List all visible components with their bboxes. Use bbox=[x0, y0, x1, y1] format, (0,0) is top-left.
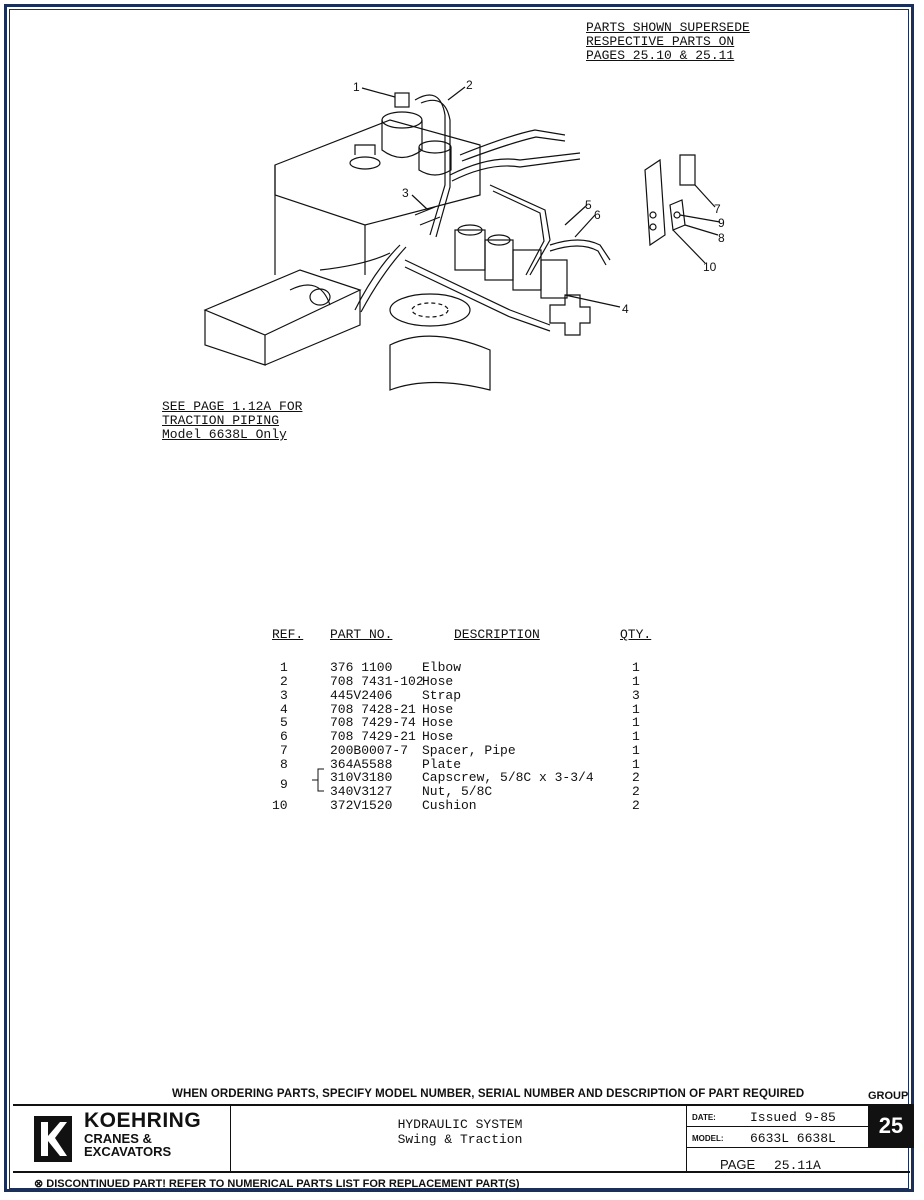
row-ref: 2 bbox=[280, 674, 288, 689]
row-qty: 2 bbox=[632, 770, 640, 785]
row-qty: 3 bbox=[632, 688, 640, 703]
callout-9: 9 bbox=[718, 216, 725, 230]
traction-note-line: TRACTION PIPING bbox=[162, 413, 280, 428]
discontinued-note-text: DISCONTINUED PART! REFER TO NUMERICAL PARTS LIST FOR REPLACEMENT PART(S) bbox=[46, 1178, 520, 1190]
hose-upper bbox=[462, 137, 565, 161]
header-description: DESCRIPTION bbox=[454, 627, 540, 642]
leader-3 bbox=[412, 195, 428, 210]
section-title-line: HYDRAULIC SYSTEM bbox=[397, 1117, 523, 1132]
traction-piping-note bbox=[162, 400, 302, 442]
valve-section bbox=[513, 250, 541, 290]
row-ref: 8 bbox=[280, 757, 288, 772]
row-description: Hose bbox=[422, 715, 454, 730]
row-part-no: 708 7429-74 bbox=[330, 715, 416, 730]
row-part-no: 364A5588 bbox=[330, 757, 393, 772]
row-description: Strap bbox=[422, 688, 462, 703]
header-ref: REF. bbox=[272, 627, 304, 642]
callout-5: 5 bbox=[585, 198, 592, 212]
row-description: Hose bbox=[422, 674, 454, 689]
title-block-divider bbox=[230, 1104, 231, 1171]
filter-cap bbox=[382, 112, 422, 128]
traction-note-line: SEE PAGE 1.12A FOR bbox=[162, 399, 303, 414]
callout-1: 1 bbox=[353, 80, 360, 94]
swing-center bbox=[412, 303, 448, 317]
brand-line-2: CRANES & bbox=[84, 1131, 152, 1146]
model-rule bbox=[686, 1147, 868, 1148]
section-title bbox=[232, 1118, 688, 1146]
breather bbox=[419, 141, 451, 153]
platform-outline bbox=[205, 270, 360, 335]
header-part-no: PART NO. bbox=[330, 627, 393, 642]
capscrew-9 bbox=[674, 212, 680, 218]
leader-9 bbox=[680, 215, 720, 222]
leader-1 bbox=[362, 88, 395, 97]
row-description: Hose bbox=[422, 702, 454, 717]
traction-note-line: Model 6638L Only bbox=[162, 427, 287, 442]
callout-6: 6 bbox=[594, 208, 601, 222]
leader-7 bbox=[695, 185, 715, 207]
row-description: Hose bbox=[422, 729, 454, 744]
supersede-note-line: PAGES 25.10 & 25.11 bbox=[586, 48, 735, 63]
bracket-hole bbox=[650, 212, 656, 218]
row-qty: 2 bbox=[632, 798, 640, 813]
leader-8 bbox=[685, 225, 718, 235]
brand-line-1: KOEHRING bbox=[84, 1109, 202, 1132]
supersede-note bbox=[586, 21, 750, 63]
platform-edge bbox=[265, 290, 360, 365]
valve-section bbox=[455, 230, 485, 270]
row-ref: 1 bbox=[280, 660, 288, 675]
page-label: PAGE bbox=[720, 1157, 756, 1172]
supersede-note-line: RESPECTIVE PARTS ON bbox=[586, 34, 735, 49]
fill-cap-handle bbox=[355, 145, 375, 155]
leader-6 bbox=[575, 215, 595, 237]
row-ref: 7 bbox=[280, 743, 288, 758]
tank-outline bbox=[275, 120, 480, 225]
leader-2 bbox=[448, 87, 465, 100]
row-ref: 5 bbox=[280, 715, 288, 730]
callout-10: 10 bbox=[703, 260, 717, 274]
row-description: Elbow bbox=[422, 660, 462, 675]
row-part-no: 200B0007-7 bbox=[330, 743, 409, 758]
row-description: Plate bbox=[422, 757, 462, 772]
discontinued-icon: ⊗ bbox=[34, 1178, 44, 1190]
row-ref: 6 bbox=[280, 729, 288, 744]
row-part-no: 372V1520 bbox=[330, 798, 393, 813]
date-rule bbox=[686, 1126, 868, 1127]
callout-8: 8 bbox=[718, 231, 725, 245]
row-description: Nut, 5/8C bbox=[422, 784, 493, 799]
hose-left bbox=[361, 247, 406, 312]
brand-name bbox=[84, 1110, 201, 1158]
hose-left bbox=[355, 245, 400, 310]
brand-line-3: EXCAVATORS bbox=[84, 1144, 172, 1159]
hose-6 bbox=[550, 246, 606, 265]
row-ref: 10 bbox=[272, 798, 288, 813]
title-block-top-rule bbox=[13, 1104, 868, 1106]
row-description: Cushion bbox=[422, 798, 477, 813]
row-part-no: 708 7431-102 bbox=[330, 674, 424, 689]
swing-housing bbox=[390, 336, 490, 390]
row-qty: 1 bbox=[632, 674, 640, 689]
hose-upper-2 bbox=[450, 153, 580, 175]
swing-ring bbox=[390, 294, 470, 326]
cross-fitting bbox=[550, 295, 590, 335]
fill-cap bbox=[350, 157, 380, 169]
row-part-no: 445V2406 bbox=[330, 688, 393, 703]
group-number: 25 bbox=[868, 1104, 914, 1148]
spacer-7 bbox=[680, 155, 695, 185]
row-ref: 9 bbox=[280, 777, 288, 792]
callout-2: 2 bbox=[466, 78, 473, 92]
row-qty: 1 bbox=[632, 702, 640, 717]
pipe-lower bbox=[405, 267, 550, 331]
valve-section bbox=[541, 260, 567, 298]
bracket-hole bbox=[650, 224, 656, 230]
hose-upper bbox=[460, 130, 565, 155]
mount-bracket bbox=[645, 160, 665, 245]
row-description: Capscrew, 5/8C x 3-3/4 bbox=[422, 770, 594, 785]
row-description: Spacer, Pipe bbox=[422, 743, 516, 758]
row-qty: 1 bbox=[632, 729, 640, 744]
line-left bbox=[320, 253, 390, 270]
callout-4: 4 bbox=[622, 302, 629, 316]
leader-4 bbox=[565, 295, 620, 307]
leader-5 bbox=[565, 205, 587, 225]
row-ref: 3 bbox=[280, 688, 288, 703]
hose-upper-2 bbox=[452, 159, 580, 181]
valve-section bbox=[485, 240, 513, 280]
platform-edge bbox=[205, 310, 265, 365]
callout-7: 7 bbox=[714, 202, 721, 216]
callout-3: 3 bbox=[402, 186, 409, 200]
row-part-no: 708 7429-21 bbox=[330, 729, 416, 744]
row-qty: 2 bbox=[632, 784, 640, 799]
group-label: GROUP bbox=[868, 1090, 909, 1102]
ordering-note: WHEN ORDERING PARTS, SPECIFY MODEL NUMBER, SERIAL NUMBER AND DESCRIPTION OF PART REQUIRED bbox=[172, 1088, 805, 1100]
date-label: DATE: bbox=[692, 1113, 716, 1122]
date-value: Issued 9-85 bbox=[750, 1110, 836, 1125]
ref-9-bracket bbox=[310, 766, 330, 796]
row-ref: 4 bbox=[280, 702, 288, 717]
model-value: 6633L 6638L bbox=[750, 1131, 836, 1146]
row-qty: 1 bbox=[632, 743, 640, 758]
row-qty: 1 bbox=[632, 660, 640, 675]
discontinued-note bbox=[34, 1177, 520, 1190]
page-value: 25.11A bbox=[774, 1158, 821, 1173]
elbow-fitting bbox=[395, 93, 409, 107]
leader-10 bbox=[673, 230, 705, 263]
row-part-no: 340V3127 bbox=[330, 784, 393, 799]
header-qty: QTY. bbox=[620, 627, 652, 642]
hose-5 bbox=[493, 191, 544, 275]
model-label: MODEL: bbox=[692, 1134, 724, 1143]
supersede-note-line: PARTS SHOWN SUPERSEDE bbox=[586, 20, 750, 35]
row-part-no: 310V3180 bbox=[330, 770, 393, 785]
koehring-logo-icon bbox=[34, 1116, 72, 1162]
row-part-no: 376 1100 bbox=[330, 660, 393, 675]
row-qty: 1 bbox=[632, 715, 640, 730]
row-qty: 1 bbox=[632, 757, 640, 772]
hydraulic-system-diagram bbox=[190, 75, 750, 405]
section-subtitle-line: Swing & Traction bbox=[397, 1132, 523, 1147]
row-part-no: 708 7428-21 bbox=[330, 702, 416, 717]
